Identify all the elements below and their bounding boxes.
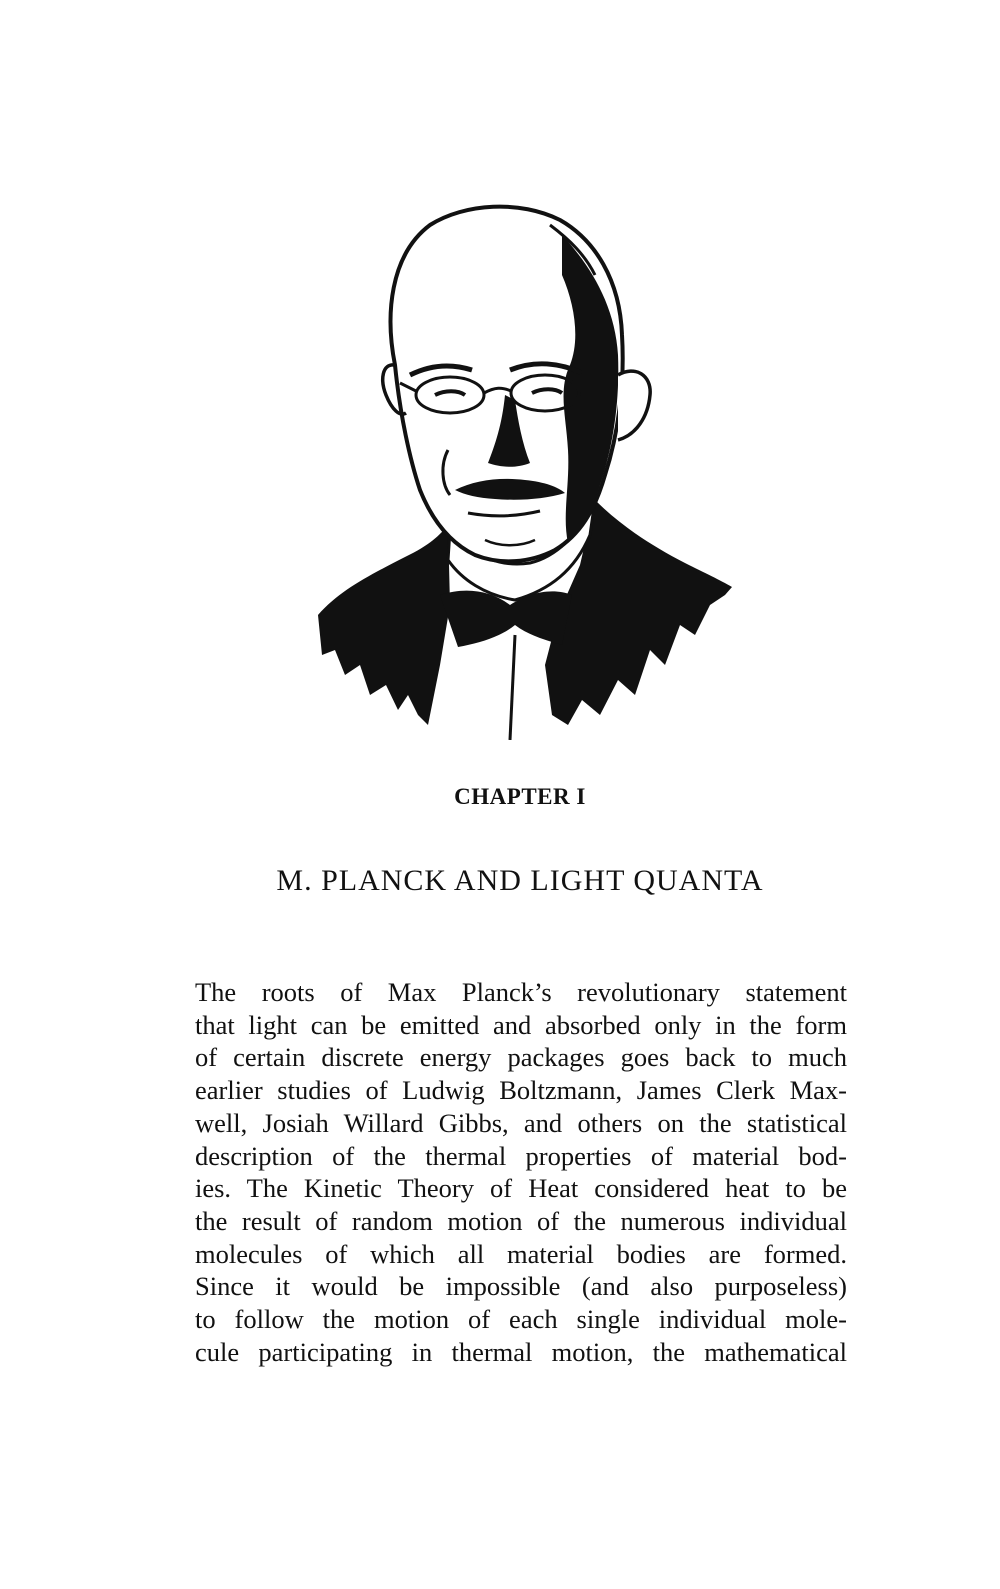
- paragraph-line: description of the thermal properties of material bod-: [195, 1140, 847, 1171]
- paragraph-line: well, Josiah Willard Gibbs, and others on the statistical: [195, 1107, 847, 1138]
- paragraph-line: Since it would be impossible (and also purposeless): [195, 1271, 847, 1302]
- paragraph-line: to follow the motion of each single individual mole-: [195, 1304, 847, 1335]
- paragraph-line: The roots of Max Planck’s revolutionary statement: [195, 977, 847, 1007]
- paragraph-line: molecules of which all material bodies are formed.: [195, 1238, 847, 1269]
- chapter-label: CHAPTER I: [454, 784, 586, 809]
- paragraph-line: earlier studies of Ludwig Boltzmann, James Clerk Max-: [195, 1075, 847, 1106]
- body-paragraph: [195, 976, 847, 1368]
- chapter-title: M. PLANCK AND LIGHT QUANTA: [276, 864, 764, 897]
- paragraph-line: that light can be emitted and absorbed only in the form: [195, 1009, 847, 1040]
- paragraph-line: cule participating in thermal motion, the mathematical: [195, 1336, 847, 1367]
- portrait-sketch-icon: [300, 195, 740, 740]
- paragraph-line: ies. The Kinetic Theory of Heat considered heat to be: [195, 1173, 847, 1204]
- paragraph-line: of certain discrete energy packages goes back to much: [195, 1042, 847, 1073]
- paragraph-line: the result of random motion of the numerous individual: [195, 1205, 847, 1236]
